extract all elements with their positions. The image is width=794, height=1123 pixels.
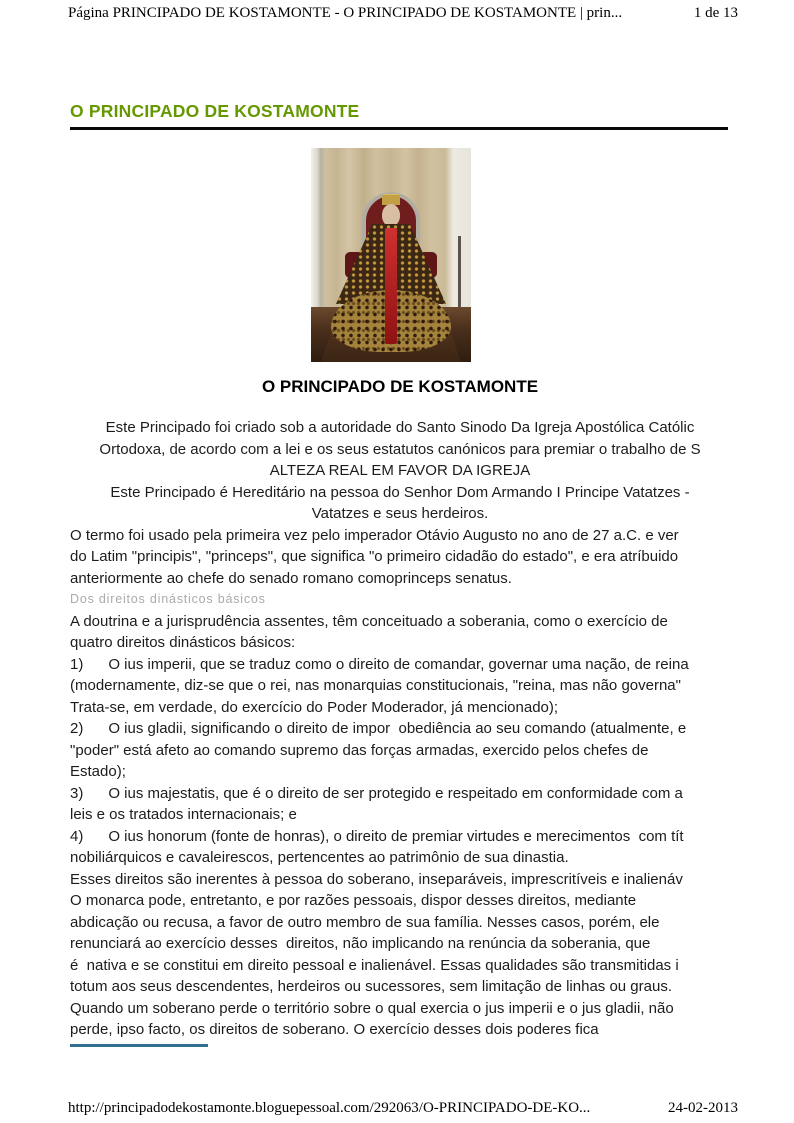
text-line: quatro direitos dinásticos básicos: [70,634,296,651]
header-title: Página PRINCIPADO DE KOSTAMONTE - O PRINCIPADO DE KOSTAMONTE | prin... [68,5,623,21]
text-line: "poder" está afeto ao comando supremo das forças armadas, exercido pelos chefes de [70,741,649,759]
section-label [70,589,730,611]
text-line: A doutrina e a jurisprudência assentes, têm conceituado a soberania, como o exercício de [70,612,668,630]
text-line: ALTEZA REAL EM FAVOR DA IGREJA [269,462,531,479]
text-line: O termo foi usado pela primeira vez pelo imperador Otávio Augusto no ano de 27 a.C. e ver [70,526,679,544]
footnote-divider [70,1044,208,1047]
text-line: Vatatzes e seus herdeiros. [311,505,489,522]
text-line: leis e os tratados internacionais; e [70,806,297,823]
text-line: 1) O ius imperii, que se traduz como o direito de comandar, governar uma nação, de reina [70,655,689,673]
intro-paragraph [70,417,730,525]
text-line: O monarca pode, entretanto, e por razões pessoais, dispor desses direitos, mediante [70,892,637,909]
text-line: perde, ipso facto, os direitos de soberano. O exercício desses dois poderes fica [70,1021,599,1038]
header-page-number: 1 de 13 [693,5,738,21]
text-line: (modernamente, diz-se que o rei, nas monarquias constitucionais, "reina, mas não governa" [70,677,681,694]
text-line: renunciará ao exercício desses direitos, não implicando na renúncia da soberania, que [70,935,651,952]
footer-url: http://principadodekostamonte.bloguepessoal.com/292063/O-PRINCIPADO-DE-KO... [68,1100,591,1116]
text-line: Esses direitos são inerentes à pessoa do soberano, inseparáveis, imprescritíveis e inalienáv [70,870,683,888]
footer-date: 24-02-2013 [668,1100,738,1116]
text-line: 2) O ius gladii, significando o direito de impor obediência ao seu comando (atualmente, e [70,720,687,737]
text-line: totum aos seus descendentes, herdeiros ou sucessores, sem limitação de linhas ou graus. [70,978,672,995]
text-line: abdicação ou recusa, a favor de outro membro de sua família. Nesses casos, porém, ele [70,913,660,931]
text-line: 4) O ius honorum (fonte de honras), o direito de premiar virtudes e merecimentos com tít [70,827,684,845]
article-body [70,417,730,1041]
text-line: do Latim "principis", "princeps", que significa "o primeiro cidadão do estado", e era atríbuido [70,548,679,565]
seated-figure-head [382,204,400,226]
text-line: Este Principado foi criado sob a autoridade do Santo Sinodo Da Igreja Apostólica Católic [105,419,695,436]
blog-heading: O PRINCIPADO DE KOSTAMONTE [70,101,360,121]
throne-photo [311,148,471,362]
article-title: O PRINCIPADO DE KOSTAMONTE [261,377,539,396]
text-line: Estado); [70,763,126,780]
text-line: nobiliárquicos e cavaleirescos, pertencentes ao patrimônio de sua dinastia. [70,849,569,866]
red-robe [385,228,397,344]
body-paragraph-2 [70,611,730,1041]
text-line: é nativa e se constitui em direito pessoal e inalienável. Essas qualidades são transmitidas i [70,956,679,974]
print-footer [68,1100,738,1117]
print-header [68,5,738,22]
text-line: Ortodoxa, de acordo com a lei e os seus estatutos canónicos para premiar o trabalho de S [99,440,701,458]
body-paragraph-1 [70,525,730,590]
text-line: Trata-se, em verdade, do exercício do Poder Moderador, já mencionado); [70,698,559,716]
text-line: 3) O ius majestatis, que é o direito de ser protegido e respeitado em conformidade com a [70,784,683,802]
heading-divider [70,127,728,130]
text-line: Quando um soberano perde o território sobre o qual exercia o jus imperii e o jus gladii, não [70,999,674,1017]
section-label-text: Dos direitos dinásticos básicos [70,592,266,606]
text-line: anteriormente ao chefe do senado romano comoprinceps senatus. [70,569,512,587]
text-line: Este Principado é Hereditário na pessoa do Senhor Dom Armando I Principe Vatatzes - [110,483,690,501]
curtain-pole [458,236,461,310]
